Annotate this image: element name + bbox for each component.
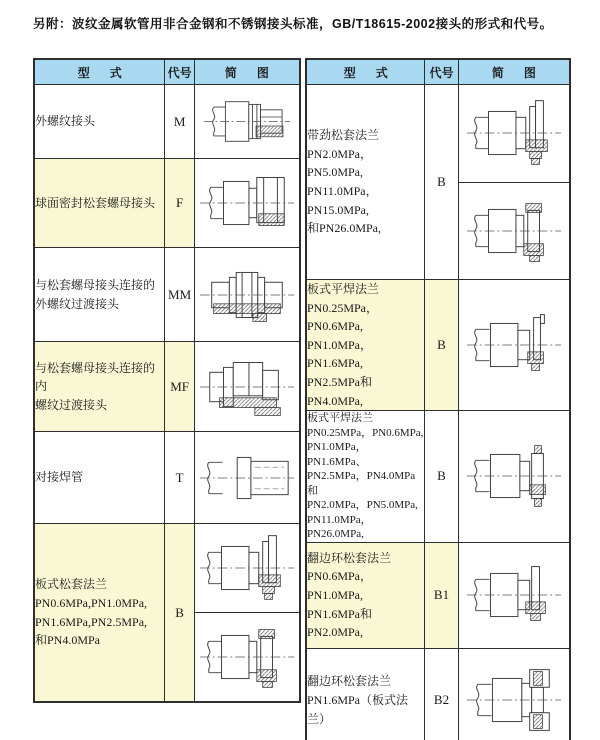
flat-flange2-diagram-icon xyxy=(465,437,563,515)
code-cell: B2 xyxy=(425,648,458,740)
diagram-subcell xyxy=(195,248,299,341)
table-row xyxy=(306,280,570,411)
type-text: 翻边环松套法兰 PN1.6MPa（板式法兰） xyxy=(307,674,409,726)
sphere-nut-diagram-icon xyxy=(198,164,296,242)
code-cell: B xyxy=(425,85,458,280)
diagram-subcell xyxy=(195,159,299,247)
double-male-diagram-icon xyxy=(198,256,296,334)
flange-down-diagram-icon xyxy=(198,618,296,696)
code-cell: B1 xyxy=(425,542,458,648)
diagram-subcell xyxy=(459,85,569,183)
type-text: 板式松套法兰 PN0.6MPa,PN1.0MPa, PN1.6MPa,PN2.5MPa, 和PN4.0MPa xyxy=(35,577,148,648)
type-cell xyxy=(34,159,165,248)
diagram-stack xyxy=(195,159,299,247)
b1-flange-diagram-icon xyxy=(465,556,563,634)
diagram-cell xyxy=(458,542,570,648)
header-row xyxy=(34,59,300,85)
page-title: 另附：波纹金属软管用非合金钢和不锈钢接头标准，GB/T18615-2002接头的形式和代号。 xyxy=(33,17,553,31)
table-row xyxy=(306,648,570,740)
butt-weld-diagram-icon xyxy=(198,439,296,517)
type-text: 球面密封松套螺母接头 xyxy=(35,195,156,210)
diagram-cell xyxy=(194,524,300,703)
code-header: 代号 xyxy=(165,59,194,85)
fitting-table-left xyxy=(33,58,301,740)
code-cell: F xyxy=(165,159,194,248)
type-text: 与松套螺母接头连接的内 螺纹过渡接头 xyxy=(35,360,156,412)
type-header: 型 式 xyxy=(34,59,165,85)
diagram-cell xyxy=(458,280,570,411)
diagram-subcell xyxy=(459,183,569,280)
code-cell: MF xyxy=(165,342,194,432)
table-row xyxy=(306,85,570,280)
diagram-cell xyxy=(194,432,300,524)
type-text: 翻边环松套法兰 PN0.6MPa，PN1.0MPa, PN1.6MPa和PN2.0MPa, xyxy=(307,550,392,640)
code-cell: MM xyxy=(165,248,194,342)
fittings-table-right xyxy=(305,58,571,740)
diagram-stack xyxy=(459,85,569,279)
diagram-stack xyxy=(195,524,299,701)
diagram-stack xyxy=(459,426,569,527)
type-cell xyxy=(34,342,165,432)
table-row xyxy=(306,411,570,543)
type-cell xyxy=(34,248,165,342)
type-text: 板式平焊法兰 PN0.25MPa，PN0.6MPa, PN1.0MPa，PN1.6MPa、 PN2.5MPa，PN4.0MPa和 PN2.0MPa，PN5.0MPa, PN11.0MPa，PN26.0MPa, xyxy=(307,412,424,541)
type-cell xyxy=(306,542,425,648)
type-cell xyxy=(306,411,425,543)
diagram-cell xyxy=(194,85,300,159)
b2-ring-diagram-icon xyxy=(465,661,563,739)
diagram-stack xyxy=(195,85,299,158)
fitting-tables-container xyxy=(33,58,571,740)
diagram-subcell xyxy=(195,85,299,158)
type-cell xyxy=(34,524,165,703)
code-cell: M xyxy=(165,85,194,159)
diagram-header: 简 图 xyxy=(458,59,570,85)
diagram-cell xyxy=(458,85,570,280)
type-cell xyxy=(306,85,425,280)
flat-flange-diagram-icon xyxy=(465,306,563,384)
type-cell xyxy=(306,648,425,740)
type-cell xyxy=(306,280,425,411)
diagram-cell xyxy=(458,648,570,740)
type-cell xyxy=(34,432,165,524)
table-row xyxy=(34,342,300,432)
diagram-header: 简 图 xyxy=(194,59,300,85)
diagram-subcell xyxy=(459,291,569,399)
diagram-subcell xyxy=(459,426,569,527)
diagram-subcell xyxy=(195,342,299,431)
diagram-stack xyxy=(195,248,299,341)
diagram-subcell xyxy=(195,524,299,613)
diagram-stack xyxy=(195,432,299,523)
table-row xyxy=(34,248,300,342)
male-female-diagram-icon xyxy=(198,348,296,426)
diagram-stack xyxy=(459,649,569,740)
code-cell: B xyxy=(165,524,194,703)
male-thread-diagram-icon xyxy=(198,90,296,153)
flange-up-diagram-icon xyxy=(465,94,563,172)
table-row xyxy=(34,85,300,159)
fittings-table-left xyxy=(33,58,301,703)
type-text: 板式平焊法兰 PN0.25MPa，PN0.6MPa, PN1.0MPa，PN1.6MPa, PN2.5MPa和PN4.0MPa, xyxy=(307,282,380,408)
diagram-stack xyxy=(459,291,569,399)
table-row xyxy=(34,159,300,248)
diagram-cell xyxy=(194,159,300,248)
diagram-cell xyxy=(194,342,300,432)
header-row xyxy=(306,59,570,85)
diagram-stack xyxy=(459,543,569,648)
diagram-subcell xyxy=(195,613,299,701)
diagram-subcell xyxy=(459,649,569,740)
table-row xyxy=(34,432,300,524)
type-text: 带劲松套法兰 PN2.0MPa，PN5.0MPa, PN11.0MPa，PN15.0MPa, 和PN26.0MPa, xyxy=(307,128,382,236)
flange-down-diagram-icon xyxy=(465,192,563,270)
code-header: 代号 xyxy=(425,59,458,85)
fitting-table-right xyxy=(305,58,571,740)
diagram-subcell xyxy=(459,543,569,648)
type-text: 与松套螺母接头连接的 外螺纹过渡接头 xyxy=(35,277,156,311)
type-header: 型 式 xyxy=(306,59,425,85)
diagram-stack xyxy=(195,342,299,431)
type-cell xyxy=(34,85,165,159)
diagram-cell xyxy=(458,411,570,543)
code-cell: B xyxy=(425,411,458,543)
code-cell: B xyxy=(425,280,458,411)
diagram-cell xyxy=(194,248,300,342)
table-row xyxy=(34,524,300,703)
type-text: 对接焊管 xyxy=(35,470,84,485)
table-row xyxy=(306,542,570,648)
code-cell: T xyxy=(165,432,194,524)
type-text: 外螺纹接头 xyxy=(35,114,96,129)
diagram-subcell xyxy=(195,432,299,523)
flange-up-diagram-icon xyxy=(198,529,296,607)
